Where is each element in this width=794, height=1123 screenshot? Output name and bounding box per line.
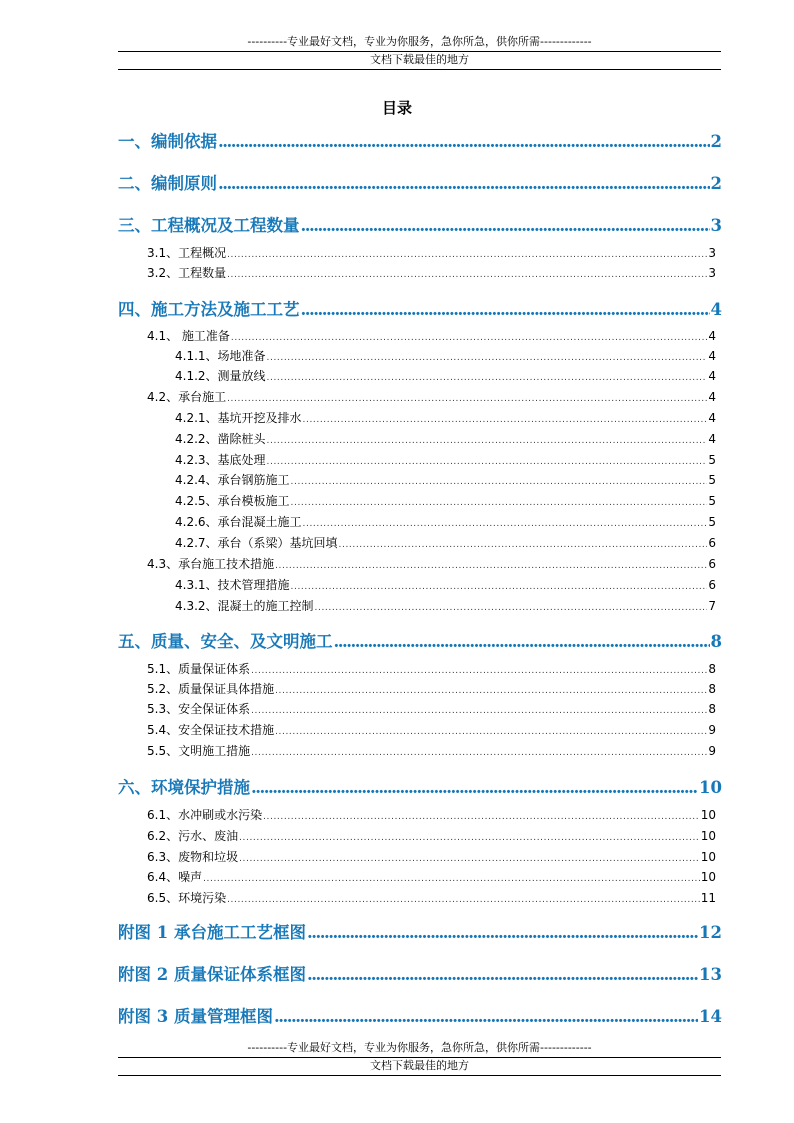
toc-entry-level1[interactable] xyxy=(118,170,722,194)
header-rule-lower xyxy=(118,69,721,70)
toc-entry-page-number: 13 xyxy=(699,965,722,984)
toc-leader-dots xyxy=(218,174,710,193)
toc-entry-label: 4.2.6、承台混凝土施工 xyxy=(175,515,302,529)
toc-leader-dots xyxy=(239,833,700,843)
toc-entry-label: 5.4、安全保证技术措施 xyxy=(147,723,275,737)
toc-entry-page-number: 5 xyxy=(708,473,716,487)
toc-entry-level1[interactable] xyxy=(118,628,722,652)
toc-leader-dots xyxy=(339,540,708,550)
toc-leader-dots xyxy=(227,250,707,260)
toc-entry-page-number: 4 xyxy=(708,369,716,383)
toc-entry-level2[interactable] xyxy=(147,327,716,345)
toc-entry-label: 6.4、噪声 xyxy=(147,870,203,884)
toc-leader-dots xyxy=(227,895,700,905)
toc-entry-level3[interactable] xyxy=(175,409,716,427)
toc-leader-dots xyxy=(263,812,700,822)
toc-entry-label: 4.3、承台施工技术措施 xyxy=(147,557,275,571)
toc-leader-dots xyxy=(334,632,710,651)
toc-entry-label: 3.1、工程概况 xyxy=(147,246,227,260)
toc-entry-level1[interactable] xyxy=(118,961,722,985)
toc-leader-dots xyxy=(301,216,710,235)
toc-entry-label: 6.5、环境污染 xyxy=(147,891,227,905)
toc-leader-dots xyxy=(291,498,708,508)
toc-entry-level2[interactable] xyxy=(147,555,716,573)
toc-leader-dots xyxy=(315,603,708,613)
toc-leader-dots xyxy=(251,778,698,797)
toc-entry-label: 4.1.1、场地准备 xyxy=(175,349,266,363)
toc-entry-label: 5.1、质量保证体系 xyxy=(147,662,251,676)
toc-leader-dots xyxy=(231,333,707,343)
toc-entry-level3[interactable] xyxy=(175,576,716,594)
toc-entry-label: 6.3、废物和垃圾 xyxy=(147,850,239,864)
toc-leader-dots xyxy=(275,727,707,737)
toc-entry-level2[interactable] xyxy=(147,660,716,678)
toc-leader-dots xyxy=(203,874,700,884)
toc-entry-level1[interactable] xyxy=(118,774,722,798)
toc-title: 目录 xyxy=(381,99,412,117)
toc-entry-page-number: 3 xyxy=(710,216,722,235)
toc-entry-page-number: 4 xyxy=(710,300,722,319)
toc-entry-label: 三、工程概况及工程数量 xyxy=(118,216,300,235)
toc-entry-label: 附图 3 质量管理框图 xyxy=(118,1007,273,1026)
toc-entry-label: 4.2.2、凿除桩头 xyxy=(175,432,266,446)
toc-leader-dots xyxy=(303,519,708,529)
toc-entry-page-number: 3 xyxy=(708,266,716,280)
header-subtitle: 文档下载最佳的地方 xyxy=(370,53,469,66)
toc-entry-level2[interactable] xyxy=(147,889,716,907)
header-rule xyxy=(118,51,721,52)
footer-subtitle: 文档下载最佳的地方 xyxy=(370,1059,469,1072)
toc-entry-label: 5.3、安全保证体系 xyxy=(147,702,251,716)
footer-rule xyxy=(118,1057,721,1058)
toc-leader-dots xyxy=(251,748,707,758)
toc-entry-level3[interactable] xyxy=(175,471,716,489)
toc-entry-level1[interactable] xyxy=(118,1003,722,1027)
toc-entry-level1[interactable] xyxy=(118,919,722,943)
toc-entry-level2[interactable] xyxy=(147,680,716,698)
toc-leader-dots xyxy=(267,373,708,383)
toc-entry-level2[interactable] xyxy=(147,721,716,739)
toc-entry-label: 4.2.1、基坑开挖及排水 xyxy=(175,411,302,425)
toc-entry-page-number: 5 xyxy=(708,453,716,467)
toc-entry-label: 四、施工方法及施工工艺 xyxy=(118,300,300,319)
toc-entry-label: 6.2、污水、废油 xyxy=(147,829,239,843)
toc-entry-level3[interactable] xyxy=(175,347,716,365)
toc-leader-dots xyxy=(227,270,707,280)
toc-entry-level2[interactable] xyxy=(147,264,716,282)
toc-entry-level1[interactable] xyxy=(118,212,722,236)
toc-entry-label: 4.2、承台施工 xyxy=(147,390,227,404)
toc-entry-label: 一、编制依据 xyxy=(118,132,217,151)
toc-leader-dots xyxy=(307,965,698,984)
toc-entry-level3[interactable] xyxy=(175,492,716,510)
toc-leader-dots xyxy=(291,477,708,487)
toc-leader-dots xyxy=(301,300,710,319)
toc-entry-level2[interactable] xyxy=(147,700,716,718)
footer-rule-lower xyxy=(118,1075,721,1076)
toc-entry-level3[interactable] xyxy=(175,367,716,385)
toc-entry-label: 4.2.3、基底处理 xyxy=(175,453,266,467)
toc-entry-page-number: 14 xyxy=(699,1007,722,1026)
toc-entry-label: 附图 2 质量保证体系框图 xyxy=(118,965,306,984)
toc-entry-level3[interactable] xyxy=(175,534,716,552)
page-header xyxy=(118,35,721,70)
toc-leader-dots xyxy=(267,457,708,467)
toc-entry-page-number: 8 xyxy=(708,662,716,676)
toc-entry-label: 5.5、文明施工措施 xyxy=(147,744,251,758)
toc-entry-label: 4.1、 施工准备 xyxy=(147,329,230,343)
toc-entry-page-number: 4 xyxy=(708,390,716,404)
toc-entry-page-number: 10 xyxy=(699,778,722,797)
page-footer xyxy=(118,1041,721,1076)
toc-entry-level2[interactable] xyxy=(147,827,716,845)
toc-entry-level2[interactable] xyxy=(147,742,716,760)
toc-entry-label: 4.3.1、技术管理措施 xyxy=(175,578,290,592)
toc-entry-page-number: 8 xyxy=(708,682,716,696)
toc-entry-level2[interactable] xyxy=(147,244,716,262)
toc-entry-label: 3.2、工程数量 xyxy=(147,266,227,280)
toc-entry-label: 六、环境保护措施 xyxy=(118,778,250,797)
toc-entry-page-number: 5 xyxy=(708,515,716,529)
toc-leader-dots xyxy=(239,854,700,864)
toc-entry-page-number: 11 xyxy=(700,891,716,905)
toc-leader-dots xyxy=(275,686,707,696)
toc-entry-label: 4.2.4、承台钢筋施工 xyxy=(175,473,290,487)
toc-entry-page-number: 8 xyxy=(708,702,716,716)
toc-entry-page-number: 10 xyxy=(700,829,716,843)
toc-entry-page-number: 8 xyxy=(710,632,722,651)
toc-entry-page-number: 2 xyxy=(710,132,722,151)
toc-entry-label: 6.1、水冲刷或水污染 xyxy=(147,808,263,822)
toc-entry-level1[interactable] xyxy=(118,128,722,152)
toc-entry-page-number: 10 xyxy=(700,870,716,884)
toc-entry-label: 附图 1 承台施工工艺框图 xyxy=(118,923,306,942)
toc-leader-dots xyxy=(251,706,707,716)
toc-entry-page-number: 6 xyxy=(708,557,716,571)
toc-entry-level2[interactable] xyxy=(147,806,716,824)
toc-entry-level3[interactable] xyxy=(175,597,716,615)
toc-entry-page-number: 6 xyxy=(708,578,716,592)
toc-entry-page-number: 7 xyxy=(708,599,716,613)
toc-leader-dots xyxy=(218,132,710,151)
toc-entry-page-number: 2 xyxy=(710,174,722,193)
toc-entry-level3[interactable] xyxy=(175,430,716,448)
footer-slogan: ----------专业最好文档，专业为你服务，急你所急，供你所需------------- xyxy=(247,1041,592,1054)
toc-entry-page-number: 4 xyxy=(708,329,716,343)
toc-entry-page-number: 9 xyxy=(708,723,716,737)
toc-entry-level3[interactable] xyxy=(175,513,716,531)
toc-leader-dots xyxy=(291,582,708,592)
toc-entry-level1[interactable] xyxy=(118,296,722,320)
toc-entry-page-number: 10 xyxy=(700,850,716,864)
toc-entry-label: 4.1.2、测量放线 xyxy=(175,369,266,383)
toc-entry-page-number: 12 xyxy=(699,923,722,942)
toc-entry-page-number: 3 xyxy=(708,246,716,260)
toc-leader-dots xyxy=(303,415,708,425)
toc-leader-dots xyxy=(307,923,698,942)
toc-entry-page-number: 9 xyxy=(708,744,716,758)
toc-entry-page-number: 4 xyxy=(708,411,716,425)
toc-entry-label: 4.2.7、承台（系梁）基坑回填 xyxy=(175,536,338,550)
toc-leader-dots xyxy=(267,436,708,446)
toc-leader-dots xyxy=(274,1007,698,1026)
toc-entry-label: 4.2.5、承台模板施工 xyxy=(175,494,290,508)
toc-leader-dots xyxy=(227,394,707,404)
toc-entry-page-number: 4 xyxy=(708,349,716,363)
toc-leader-dots xyxy=(275,561,707,571)
toc-entry-label: 5.2、质量保证具体措施 xyxy=(147,682,275,696)
toc-entry-page-number: 6 xyxy=(708,536,716,550)
toc-entry-label: 二、编制原则 xyxy=(118,174,217,193)
toc-entry-level2[interactable] xyxy=(147,388,716,406)
toc-entry-page-number: 5 xyxy=(708,494,716,508)
header-slogan: ----------专业最好文档，专业为你服务，急你所急，供你所需------------- xyxy=(247,35,592,48)
toc-entry-page-number: 10 xyxy=(700,808,716,822)
toc-entry-level3[interactable] xyxy=(175,451,716,469)
toc-leader-dots xyxy=(267,353,708,363)
toc-entry-label: 4.3.2、混凝土的施工控制 xyxy=(175,599,314,613)
toc-entry-page-number: 4 xyxy=(708,432,716,446)
toc-entry-level2[interactable] xyxy=(147,868,716,886)
toc-leader-dots xyxy=(251,666,707,676)
toc-entry-label: 五、质量、安全、及文明施工 xyxy=(118,632,333,651)
toc-entry-level2[interactable] xyxy=(147,848,716,866)
